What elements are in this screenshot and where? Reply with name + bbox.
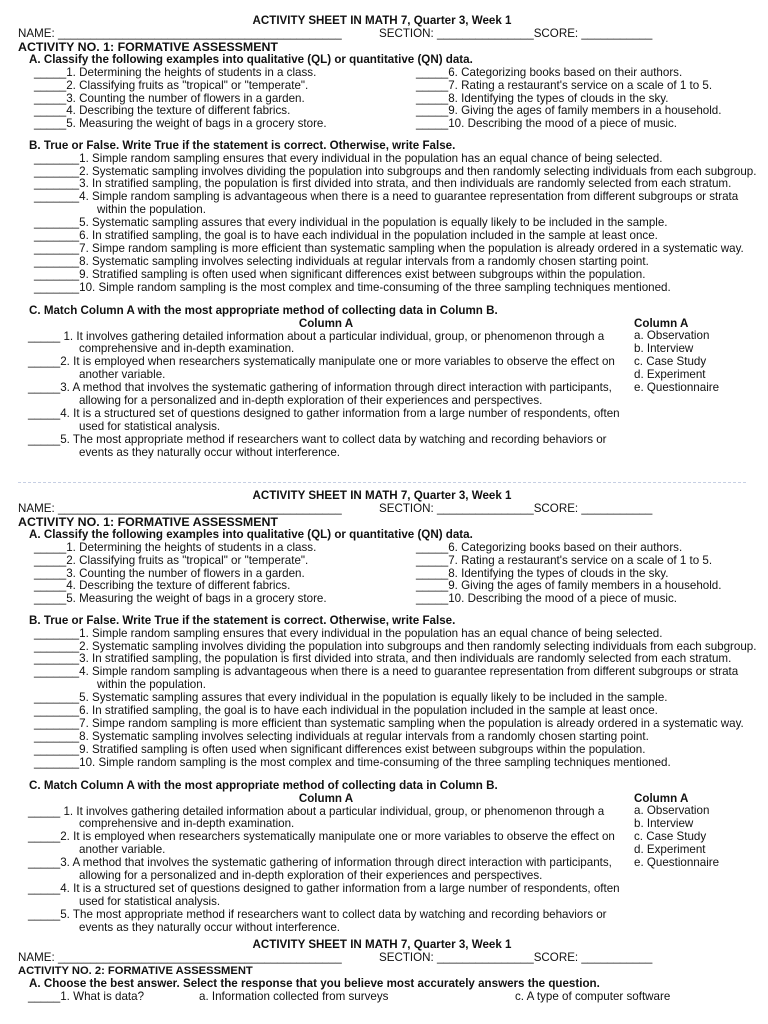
item-continuation: another variable. <box>79 368 166 382</box>
list-item <box>28 909 628 935</box>
list-item: _______4. Simple random sampling is advantageous when there is a need to guarantee representation from different subgroups or strata <box>34 665 739 679</box>
list-item: _______8. Systematic sampling involves selecting individuals at regular intervals from a randomly chosen starting point. <box>34 254 649 268</box>
list-item: _____5. Measuring the weight of bags in a grocery store. <box>34 592 327 606</box>
list-item: _______6. In stratified sampling, the goal is to have each individual in the population included in the sample at least once. <box>34 229 658 243</box>
column-b-list <box>634 793 719 870</box>
list-item <box>28 831 628 857</box>
part-a-left-column <box>34 542 327 606</box>
list-item: _____4. Describing the texture of different fabrics. <box>34 104 291 118</box>
list-item: _______3. In stratified sampling, the population is first divided into strata, and then individuals are randomly selected from each stratum. <box>34 652 732 666</box>
item-text: _____5. The most appropriate method if researchers want to collect data by watching and recording behaviors or <box>28 907 607 921</box>
list-item <box>28 408 628 434</box>
choice-item: c. Case Study <box>634 355 707 369</box>
list-item <box>28 356 628 382</box>
list-item: _____10. Describing the mood of a piece of music. <box>416 592 678 606</box>
list-item-continuation: within the population. <box>97 678 206 692</box>
choice-item: e. Questionnaire <box>634 856 720 870</box>
item-continuation: used for statistical analysis. <box>79 894 221 908</box>
list-item: _______1. Simple random sampling ensures that every individual in the population has an equal chance of being selected. <box>34 626 663 640</box>
item-text: _____3. A method that involves the systematic gathering of information through direct interaction with participants, <box>28 381 612 395</box>
item-text: _____ 1. It involves gathering detailed information about a particular individual, group, or phenomenon through a <box>28 804 605 818</box>
name-row <box>0 952 768 965</box>
choice-item: a. Observation <box>634 804 710 818</box>
part-c-matching <box>0 316 768 459</box>
section-score-field: SECTION: _______________SCORE: ___________ <box>379 950 653 964</box>
question-row <box>0 991 768 1004</box>
list-item <box>28 883 628 909</box>
list-item: _____10. Describing the mood of a piece of music. <box>416 117 678 131</box>
multiple-choice-instruction: A. Choose the best answer. Select the response that you believe most accurately answers the question. <box>29 976 600 990</box>
list-item: _____1. Determining the heights of students in a class. <box>34 540 317 554</box>
section-score-field: SECTION: _______________SCORE: ___________ <box>379 26 653 40</box>
item-text: _____ 1. It involves gathering detailed information about a particular individual, group, or phenomenon through a <box>28 329 605 343</box>
part-b-instruction: B. True or False. Write True if the statement is correct. Otherwise, write False. <box>29 613 456 627</box>
list-item: _______2. Systematic sampling involves dividing the population into subgroups and then randomly selecting individuals from each subgroup. <box>34 639 757 653</box>
choice-item: d. Experiment <box>634 368 706 382</box>
item-text: _____5. The most appropriate method if researchers want to collect data by watching and recording behaviors or <box>28 432 607 446</box>
list-item: _______4. Simple random sampling is advantageous when there is a need to guarantee representation from different subgroups or strata <box>34 190 739 204</box>
list-item: _____2. Classifying fruits as "tropical" or "temperate". <box>34 553 309 567</box>
list-item: _____1. Determining the heights of students in a class. <box>34 65 317 79</box>
section-score-field: SECTION: _______________SCORE: ___________ <box>379 501 653 515</box>
list-item: _______7. Simpe random sampling is more efficient than systematic sampling when the population is already ordered in a systematic way. <box>34 716 744 730</box>
part-b-items <box>34 628 759 770</box>
list-item <box>28 806 628 832</box>
list-item: _______3. In stratified sampling, the population is first divided into strata, and then individuals are randomly selected from each stratum. <box>34 177 732 191</box>
cut-line-divider <box>18 482 746 483</box>
choice-item: d. Experiment <box>634 843 706 857</box>
part-a-right-column <box>416 542 721 606</box>
item-continuation: another variable. <box>79 843 166 857</box>
list-item <box>28 331 628 357</box>
part-b-items <box>34 153 759 295</box>
name-row <box>0 503 768 516</box>
question-text: _____1. What is data? <box>28 989 145 1003</box>
item-text: _____2. It is employed when researchers systematically manipulate one or more variables to observe the effect on <box>28 830 615 844</box>
name-row <box>0 28 768 41</box>
item-continuation: allowing for a personalized and in-depth exploration of their experiences and perspectives. <box>79 394 543 408</box>
list-item: _____7. Rating a restaurant's service on a scale of 1 to 5. <box>416 553 713 567</box>
column-b-list <box>634 318 719 395</box>
item-continuation: events as they naturally occur without interference. <box>79 445 340 459</box>
choice-item: b. Interview <box>634 342 694 356</box>
list-item <box>28 382 628 408</box>
list-item: _______6. In stratified sampling, the goal is to have each individual in the population included in the sample at least once. <box>34 704 658 718</box>
part-c-instruction: C. Match Column A with the most appropriate method of collecting data in Column B. <box>29 778 498 792</box>
name-field: NAME: ____________________________________________ <box>18 501 342 515</box>
item-text: _____3. A method that involves the systematic gathering of information through direct interaction with participants, <box>28 856 612 870</box>
list-item: _____8. Identifying the types of clouds in the sky. <box>416 91 669 105</box>
list-item: _____9. Giving the ages of family members in a household. <box>416 579 722 593</box>
item-text: _____4. It is a structured set of questions designed to gather information from a large number of respondents, often <box>28 406 620 420</box>
item-text: _____2. It is employed when researchers systematically manipulate one or more variables to observe the effect on <box>28 355 615 369</box>
list-item: _______5. Systematic sampling assures that every individual in the population is equally likely to be included in the sample. <box>34 216 668 230</box>
column-b-header: Column A <box>634 316 689 330</box>
column-a-list <box>28 331 628 460</box>
activity-heading: ACTIVITY NO. 2: FORMATIVE ASSESSMENT <box>18 964 253 977</box>
activity-sheet-2 <box>0 489 768 934</box>
part-a-items <box>0 542 768 607</box>
list-item: _______5. Systematic sampling assures that every individual in the population is equally likely to be included in the sample. <box>34 691 668 705</box>
list-item: _______2. Systematic sampling involves dividing the population into subgroups and then randomly selecting individuals from each subgroup. <box>34 164 757 178</box>
part-a-instruction: A. Classify the following examples into qualitative (QL) or quantitative (QN) data. <box>29 52 473 66</box>
list-item: _____5. Measuring the weight of bags in a grocery store. <box>34 117 327 131</box>
list-item <box>28 434 628 460</box>
list-item <box>28 857 628 883</box>
option-c: c. A type of computer software <box>515 989 671 1003</box>
list-item: _______10. Simple random sampling is the most complex and time-consuming of the three sampling techniques mentioned. <box>34 755 671 769</box>
part-a-right-column <box>416 67 721 131</box>
part-c-matching <box>0 791 768 934</box>
part-a-instruction: A. Classify the following examples into qualitative (QL) or quantitative (QN) data. <box>29 527 473 541</box>
column-a-header: Column A <box>298 316 354 330</box>
column-a-list <box>28 806 628 935</box>
list-item: _______8. Systematic sampling involves selecting individuals at regular intervals from a randomly chosen starting point. <box>34 729 649 743</box>
list-item: _____6. Categorizing books based on their authors. <box>416 540 683 554</box>
list-item: _______9. Stratified sampling is often used when significant differences exist between subgroups within the population. <box>34 267 646 281</box>
item-continuation: comprehensive and in-depth examination. <box>79 342 295 356</box>
list-item: _______7. Simpe random sampling is more efficient than systematic sampling when the population is already ordered in a systematic way. <box>34 241 744 255</box>
name-field: NAME: ____________________________________________ <box>18 950 342 964</box>
activity-heading: ACTIVITY NO. 1: FORMATIVE ASSESSMENT <box>18 514 278 529</box>
part-b-instruction: B. True or False. Write True if the statement is correct. Otherwise, write False. <box>29 138 456 152</box>
list-item: _____3. Counting the number of flowers in a garden. <box>34 91 305 105</box>
list-item: _____7. Rating a restaurant's service on a scale of 1 to 5. <box>416 78 713 92</box>
list-item: _______10. Simple random sampling is the most complex and time-consuming of the three sampling techniques mentioned. <box>34 280 671 294</box>
activity-sheet-3 <box>0 939 768 1004</box>
list-item: _____2. Classifying fruits as "tropical" or "temperate". <box>34 78 309 92</box>
part-a-items <box>0 67 768 132</box>
list-item: _____9. Giving the ages of family members in a household. <box>416 104 722 118</box>
list-item-continuation: within the population. <box>97 203 206 217</box>
sheet-title: ACTIVITY SHEET IN MATH 7, Quarter 3, Week 1 <box>252 489 512 502</box>
sheet-title: ACTIVITY SHEET IN MATH 7, Quarter 3, Week 1 <box>252 938 512 951</box>
item-continuation: comprehensive and in-depth examination. <box>79 817 295 831</box>
item-continuation: events as they naturally occur without interference. <box>79 920 340 934</box>
column-a-header: Column A <box>298 791 354 805</box>
list-item: _____8. Identifying the types of clouds in the sky. <box>416 566 669 580</box>
list-item: _____3. Counting the number of flowers in a garden. <box>34 566 305 580</box>
item-text: _____4. It is a structured set of questions designed to gather information from a large number of respondents, often <box>28 881 620 895</box>
choice-item: b. Interview <box>634 817 694 831</box>
item-continuation: used for statistical analysis. <box>79 419 221 433</box>
choice-item: e. Questionnaire <box>634 381 720 395</box>
part-a-left-column <box>34 67 327 131</box>
choice-item: c. Case Study <box>634 830 707 844</box>
list-item: _____6. Categorizing books based on their authors. <box>416 65 683 79</box>
list-item: _____4. Describing the texture of different fabrics. <box>34 579 291 593</box>
choice-item: a. Observation <box>634 329 710 343</box>
item-continuation: allowing for a personalized and in-depth exploration of their experiences and perspectives. <box>79 869 543 883</box>
sheet-title: ACTIVITY SHEET IN MATH 7, Quarter 3, Week 1 <box>252 14 512 27</box>
activity-heading: ACTIVITY NO. 1: FORMATIVE ASSESSMENT <box>18 39 278 54</box>
column-b-header: Column A <box>634 791 689 805</box>
option-a: a. Information collected from surveys <box>199 989 389 1003</box>
list-item: _______1. Simple random sampling ensures that every individual in the population has an equal chance of being selected. <box>34 151 663 165</box>
list-item: _______9. Stratified sampling is often used when significant differences exist between subgroups within the population. <box>34 742 646 756</box>
activity-sheet-1 <box>0 14 768 459</box>
part-c-instruction: C. Match Column A with the most appropriate method of collecting data in Column B. <box>29 303 498 317</box>
name-field: NAME: ____________________________________________ <box>18 26 342 40</box>
